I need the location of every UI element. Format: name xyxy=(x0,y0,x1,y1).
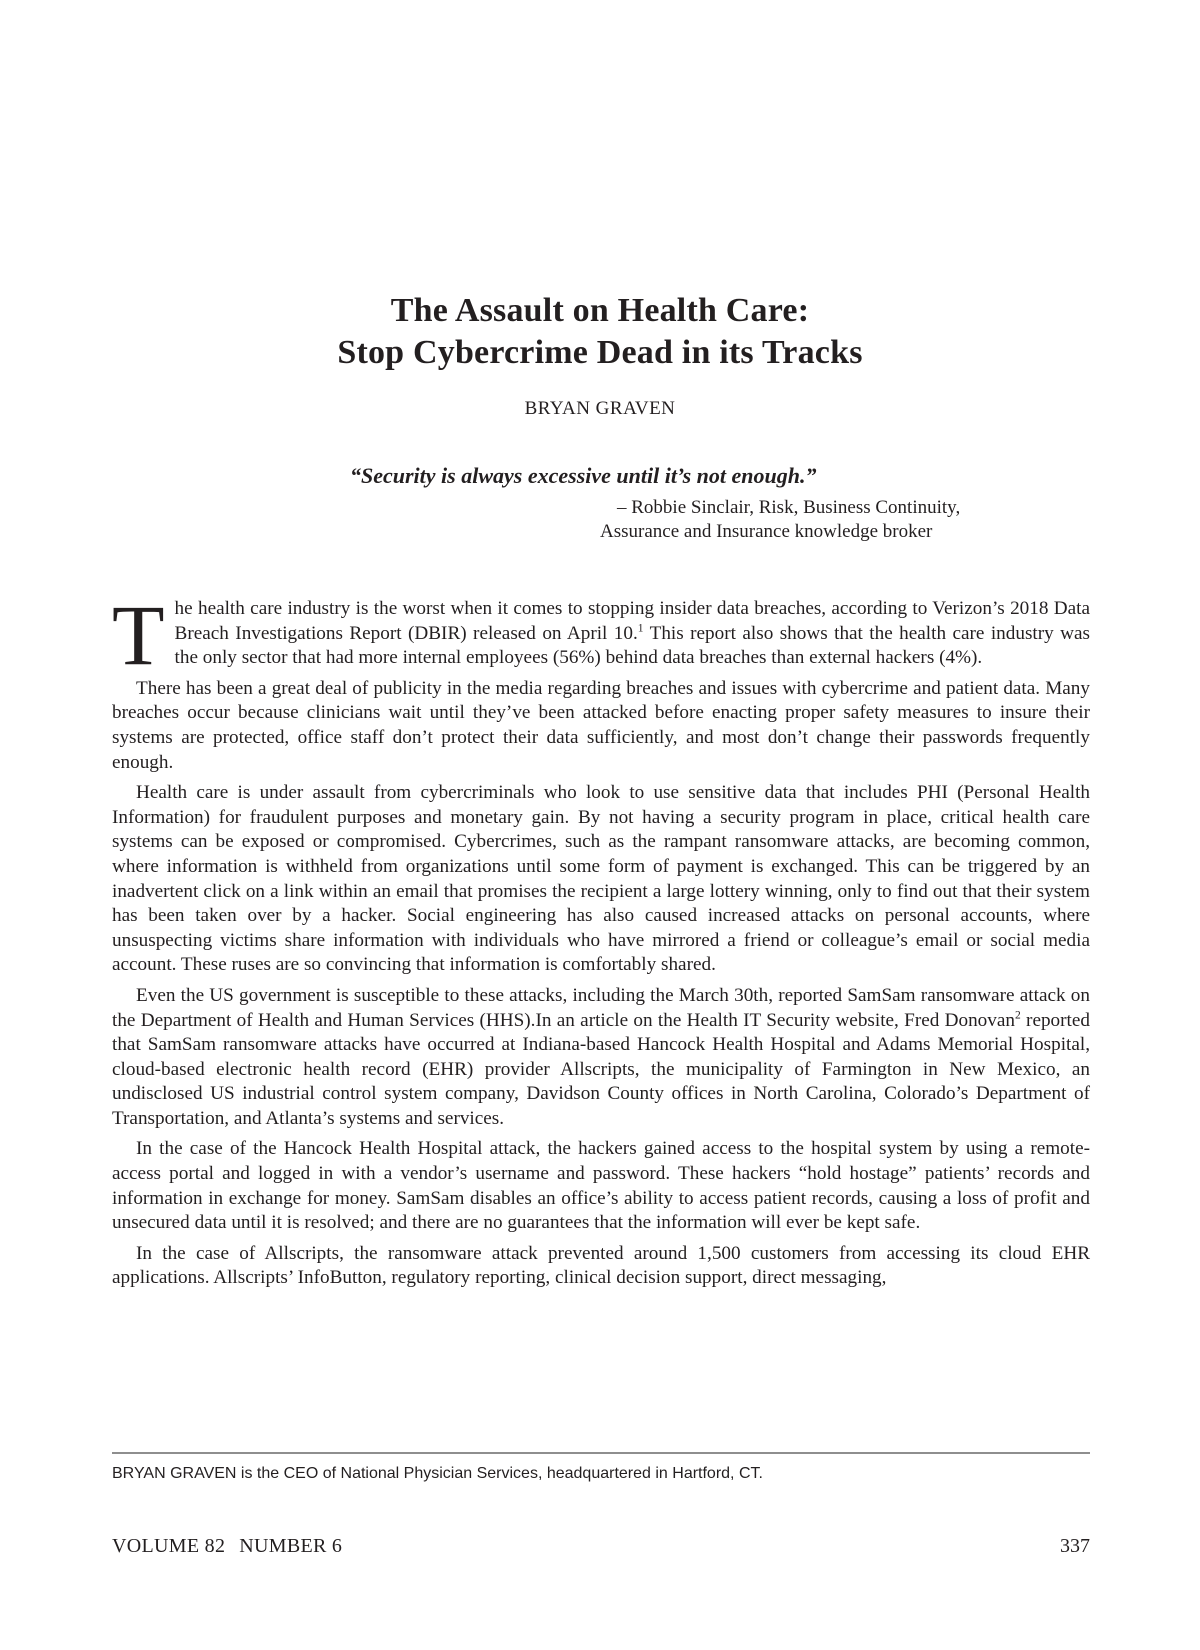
paragraph-3: Health care is under assault from cybercriminals who look to use sensitive data that includes PHI (Personal Health Information) for fraudulent purposes and monetary gain. By not having a security program in place, critical health care systems can be exposed or compromised. Cybercrimes, such as the rampant ransomware attacks, are becoming common, where information is withheld from organizations until some form of payment is exchanged. This can be triggered by an inadvertent click on a link within an email that promises the recipient a large lottery winning, only to find out that their system has been taken over by a hacker. Social engineering has also caused increased attacks on personal accounts, where unsuspecting victims share information with individuals who have mirrored a friend or colleague’s email or social media account. These ruses are so convincing that information is comfortably shared. xyxy=(112,782,1090,976)
epigraph-quote: “Security is always excessive until it’s not enough.” xyxy=(350,463,817,488)
journal-issue xyxy=(112,1535,342,1558)
paragraph-4-text-a: Even the US government is susceptible to these attacks, including the March 30th, reported SamSam ransomware attack on the Department of Health and Human Services (HHS).In an article on the Health IT Security website, Fred Donovan xyxy=(112,984,1090,1031)
drop-cap: T xyxy=(112,587,165,683)
paragraph-5: In the case of the Hancock Health Hospital attack, the hackers gained access to the hospital system by using a remote-access portal and logged in with a vendor’s username and password. These hackers “hold hostage” patients’ records and information in exchange for money. SamSam disables an office’s ability to access patient records, causing a loss of profit and unsecured data until it is resolved; and there are no guarantees that the information will ever be kept safe. xyxy=(112,1138,1090,1234)
attribution-line-2: Assurance and Insurance knowledge broker xyxy=(600,521,933,542)
page-number: 337 xyxy=(1060,1535,1090,1557)
author-byline: BRYAN GRAVEN xyxy=(524,398,676,419)
footnote-divider xyxy=(112,1452,1090,1454)
title-line-1: The Assault on Health Care: xyxy=(390,292,810,329)
attribution-line-1: – Robbie Sinclair, Risk, Business Continuity, xyxy=(617,497,961,518)
epigraph-attribution xyxy=(600,496,960,544)
paragraph-1 xyxy=(112,587,1090,683)
title-line-2: Stop Cybercrime Dead in its Tracks xyxy=(337,334,863,371)
article-title xyxy=(0,290,1200,374)
footnote-ref-2: 2 xyxy=(1014,1009,1021,1022)
article-body xyxy=(112,587,1090,1297)
paragraph-1-text-b: This report also shows that the health care industry was the only sector that had more internal employees (56%) behind data breaches than external hackers (4%). xyxy=(174,622,1090,669)
paragraph-2: There has been a great deal of publicity in the media regarding breaches and issues with cybercrime and patient data. Many breaches occur because clinicians wait until they’ve been attacked before enacting proper safety measures to insure their systems are protected, office staff don’t protect their data sufficiently, and most don’t change their passwords frequently enough. xyxy=(112,677,1090,773)
paragraph-4 xyxy=(112,984,1090,1132)
footnote-ref-1: 1 xyxy=(637,622,644,635)
paragraph-6: In the case of Allscripts, the ransomware attack prevented around 1,500 customers from accessing its cloud EHR applications. Allscripts’ InfoButton, regulatory reporting, clinical decision support, direct messaging, xyxy=(112,1242,1090,1289)
volume-label: VOLUME 82 xyxy=(112,1535,226,1557)
author-footnote: BRYAN GRAVEN is the CEO of National Physician Services, headquartered in Hartford, CT. xyxy=(112,1465,763,1482)
number-label: NUMBER 6 xyxy=(239,1535,343,1557)
paragraph-4-text-b: reported that SamSam ransomware attacks have occurred at Indiana-based Hancock Health Hospital and Adams Memorial Hospital, cloud-based electronic health record (EHR) provider Allscripts, the municipality of Farmington in New Mexico, an undisclosed US industrial control system company, Davidson County offices in North Carolina, Colorado’s Department of Transportation, and Atlanta’s systems and services. xyxy=(112,1009,1090,1129)
paragraph-1-text-a: he health care industry is the worst when it comes to stopping insider data breaches, according to Verizon’s 2018 Data Breach Investigations Report (DBIR) released on April 10. xyxy=(174,598,1090,644)
